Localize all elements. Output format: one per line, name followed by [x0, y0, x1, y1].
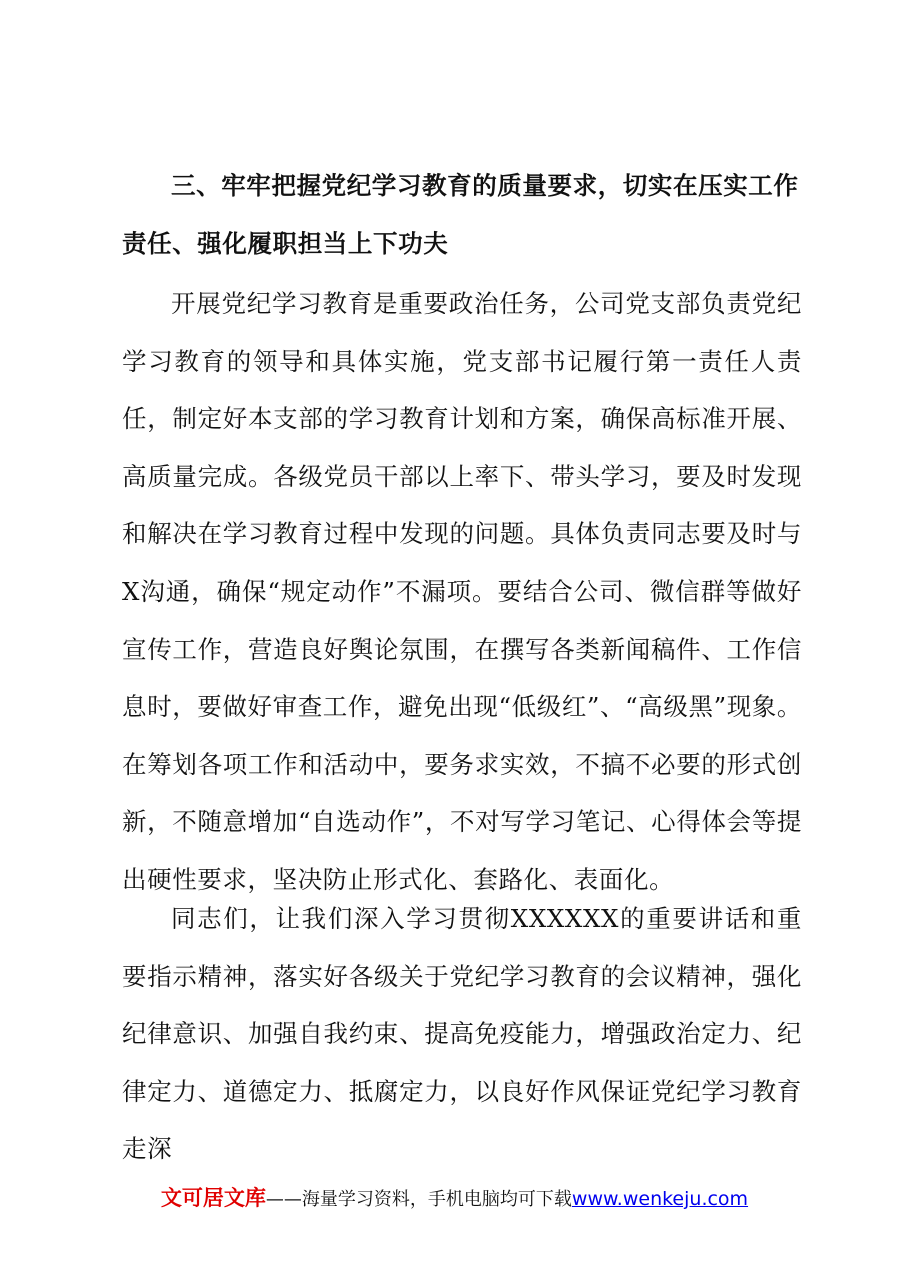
footer-link[interactable]: www.wenkeju.com [571, 1188, 749, 1210]
body-paragraph-1: 开展党纪学习教育是重要政治任务，公司党支部负责党纪学习教育的领导和具体实施，党支部书记履行第一责任人责任，制定好本支部的学习教育计划和方案，确保高标准开展、高质量完成。各级党员干部以上率下、带头学习，要及时发现和解决在学习教育过程中发现的问题。具体负责同志要及时与X沟通，确保“规定动作”不漏项。要结合公司、微信群等做好宣传工作，营造良好舆论氛围，在撰写各类新闻稿件、工作信息时，要做好审查工作，避免出现“低级红”、“高级黑”现象。在筹划各项工作和活动中，要务求实效，不搞不必要的形式创新，不随意增加“自选动作”，不对写学习笔记、心得体会等提出硬性要求，坚决防止形式化、套路化、表面化。 [122, 289, 802, 894]
section-heading: 三、牢牢把握党纪学习教育的质量要求，切实在压实工作责任、强化履职担当上下功夫 [122, 171, 799, 258]
footer-brand: 文可居文库 [160, 1186, 266, 1210]
footer-banner [0, 1182, 909, 1212]
footer-tagline: ——海量学习资料，手机电脑均可下载 [265, 1189, 572, 1210]
body-paragraph-2: 同志们，让我们深入学习贯彻XXXXXX的重要讲话和重要指示精神，落实好各级关于党纪学习教育的会议精神，强化纪律意识、加强自我约束、提高免疫能力，增强政治定力、纪律定力、道德定力、抵腐定力，以良好作风保证党纪学习教育走深 [122, 904, 802, 1164]
